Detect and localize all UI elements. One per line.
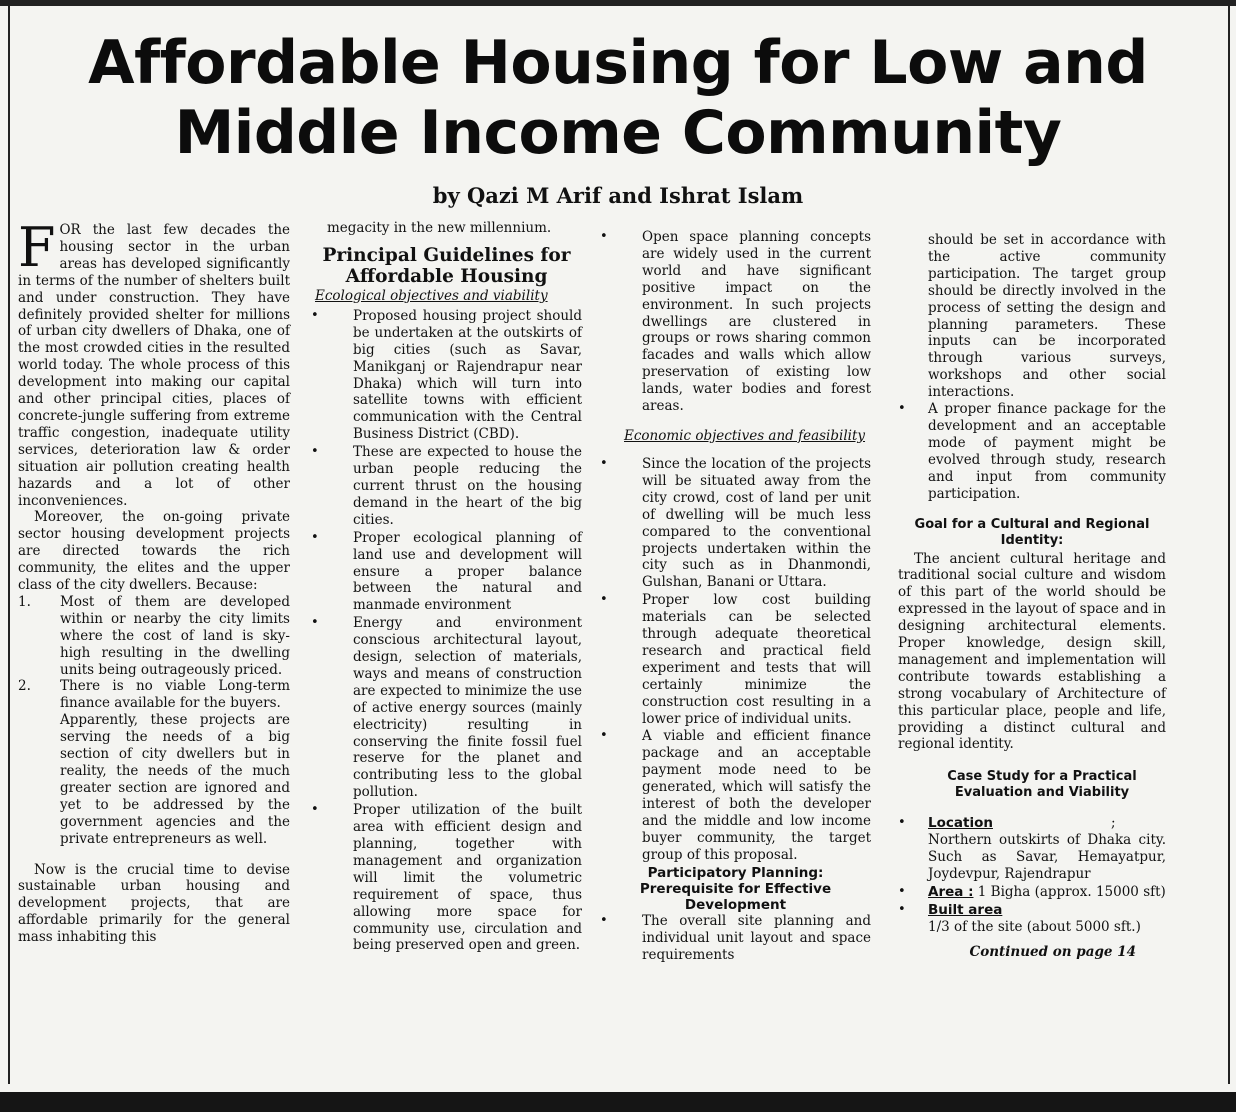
item-text: Most of them are developed within or nearby the city limits where the cost of land is sky-high resulting in the dwelling units being outrageously priced. [60, 593, 290, 678]
bullet-icon: • [600, 728, 608, 744]
section-heading: Participatory Planning: Prerequisite for Effective Development [639, 864, 832, 913]
bullet-text: The overall site planning and individual unit layout and space requirements [642, 912, 871, 963]
bullet-icon: • [898, 901, 906, 917]
item-number: 2. [18, 678, 31, 695]
bullet-item [311, 802, 582, 954]
bullet-icon: • [600, 592, 608, 608]
item-number: 1. [18, 593, 31, 610]
built-area-item [898, 902, 1166, 936]
headline-line-2: Middle Income Community [174, 98, 1062, 168]
section-heading: Principal Guidelines for Affordable Housing [322, 244, 571, 287]
bullet-icon: • [898, 815, 906, 831]
bullet-icon: • [311, 802, 319, 818]
numbered-item-1 [18, 594, 290, 679]
subsection-title: Economic objectives and feasibility [624, 427, 866, 444]
bullet-item [600, 913, 871, 964]
headline-line-1: Affordable Housing for Low and [88, 28, 1148, 98]
bullet-text: These are expected to house the urban people reducing the current thrust on the housing demand in the heart of the big cities. [353, 444, 582, 528]
continued-text: should be set in accordance with the active community participation. The target group should be directly involved in the process of setting the design and planning parameters. These inputs can be incorporated through various surveys, workshops and other social interactions. [928, 232, 1166, 401]
bullet-item [311, 444, 582, 529]
intro-paragraph [18, 216, 290, 509]
spacer [18, 848, 290, 862]
bullet-text: Proper utilization of the built area with efficient design and planning, together with management and organization will limit the volumetric requirement of space, thus allowing more space for community use, circulation and being preserved open and green. [353, 802, 582, 954]
column-4 [898, 232, 1166, 961]
area-text: 1 Bigha (approx. 15000 sft) [977, 884, 1166, 900]
bullet-icon: • [600, 229, 608, 244]
drop-cap: F [18, 216, 56, 279]
bullet-item [311, 530, 582, 615]
built-area-label: Built area [928, 901, 1003, 918]
bullet-item [600, 592, 871, 727]
bullet-item [311, 615, 582, 801]
bullet-text: Proper ecological planning of land use and development will ensure a proper balance between the natural and manmade environment [353, 529, 582, 614]
bullet-text: Open space planning concepts are widely used in the current world and have significant positive impact on the environment. In such projects dwellings are clustered in groups or rows sharing common facades and walls which allow preservation of existing low lands, water bodies and forest areas. [642, 229, 871, 415]
bullet-item [311, 308, 582, 443]
bullet-icon: • [600, 455, 608, 471]
bullet-icon: • [311, 529, 319, 545]
bullet-item [600, 456, 871, 591]
byline: by Qazi M Arif and Ishrat Islam [432, 183, 804, 208]
bullet-item [600, 728, 871, 863]
column-3 [600, 229, 871, 964]
subsection-title: Ecological objectives and viability [315, 287, 548, 304]
location-item [898, 815, 1166, 883]
bullet-text: Since the location of the projects will be situated away from the city crowd, cost of land per unit of dwelling will be much less compared to the conventional projects undertaken within the city such as in Dhanmondi, Gulshan, Banani or Uttara. [642, 455, 871, 591]
area-item [898, 884, 1166, 901]
bullet-text: Proper low cost building materials can be selected through adequate theoretical research and practical field experiment and tests that will certainly minimize the construction cost resulting in a lower price of individual units. [642, 592, 871, 727]
area-label: Area : [928, 884, 974, 900]
goal-paragraph: The ancient cultural heritage and traditional social culture and wisdom of this part of the world should be expressed in the layout of space and in designing architectural elements. Proper knowledge, design skill, management and implementation will contribute towards establishing a strong vocabulary of Architecture of this particular place, people and life, providing a distinct cultural and regional identity. [898, 550, 1166, 753]
column-2 [311, 220, 582, 955]
column-1 [18, 216, 290, 946]
bullet-icon: • [600, 912, 608, 928]
paragraph-moreover: Moreover, the on-going private sector housing development projects are directed towards the rich community, the elites and the upper class of the city dwellers. Because: [18, 509, 290, 594]
location-text: Northern outskirts of Dhaka city. Such as Savar, Hemayatpur, Joydevpur, Rajendrapur [928, 832, 1166, 883]
built-area-text: 1/3 of the site (about 5000 sft.) [928, 918, 1141, 935]
location-label: Location [928, 815, 993, 832]
bullet-list [600, 456, 871, 864]
bullet-item [600, 229, 871, 415]
bullet-icon: • [311, 444, 319, 460]
headline [30, 28, 1206, 168]
bullet-icon: • [311, 615, 319, 631]
location-colon: ; [1110, 815, 1116, 832]
numbered-item-2 [18, 678, 290, 712]
bullet-icon: • [898, 401, 906, 417]
bullet-icon: • [898, 884, 906, 899]
bullet-text: A proper finance package for the development and an acceptable mode of payment might be evolved through study, research and input from community participation. [928, 401, 1166, 502]
intro-text: OR the last few decades the housing sector in the urban areas has developed significantly in terms of the number of shelters built and under construction. They have definitely provided shelter for millions of urban city dwellers of Dhaka, one of the most crowded cities in the resulted world today. The whole process of this development into making our capital and other principal cities, places of concrete-jungle suffering from extreme traffic congestion, inadequate utility services, deterioration law & order situation air pollution creating health hazards and a lot of other inconveniences. [18, 222, 290, 509]
case-study-heading: Case Study for a Practical Evaluation and Viability [947, 769, 1137, 801]
bullet-text: Energy and environment conscious architectural layout, design, selection of materials, ways and means of construction are expected to minimize the use of active energy sources (mainly electricity) resulting in conserving the finite fossil fuel reserve for the planet and contributing less to the global pollution. [353, 615, 582, 801]
bullet-item [898, 401, 1166, 502]
section-heading: Goal for a Cultural and Regional Identity: [914, 516, 1150, 548]
bullet-list [311, 308, 582, 954]
bullet-text: Proposed housing project should be undertaken at the outskirts of big cities (such as Savar, Manikganj or Rajendrapur near Dhaka) which will turn into satellite towns with efficient communication with the Central Business District (CBD). [353, 307, 582, 443]
bullet-icon: • [311, 307, 319, 323]
continued-note: Continued on page 14 [969, 943, 1136, 960]
continued-text: megacity in the new millennium. [327, 220, 552, 236]
bullet-text: A viable and efficient finance package and an acceptable payment mode need to be generated, which will satisfy the interest of both the developer and the middle and low income buyer community, the target group of this proposal. [642, 728, 871, 863]
item-text: There is no viable Long-term finance available for the buyers. [60, 678, 290, 712]
item-text: Apparently, these projects are serving the needs of a big section of city dwellers but in reality, the needs of the much greater section are ignored and yet to be addressed by the government agencies and the private entrepreneurs as well. [60, 712, 290, 847]
numbered-item-2-continued [18, 712, 290, 847]
paragraph-now: Now is the crucial time to devise sustainable urban housing and development projects, that are affordable primarily for the general mass inhabiting this [18, 861, 290, 946]
